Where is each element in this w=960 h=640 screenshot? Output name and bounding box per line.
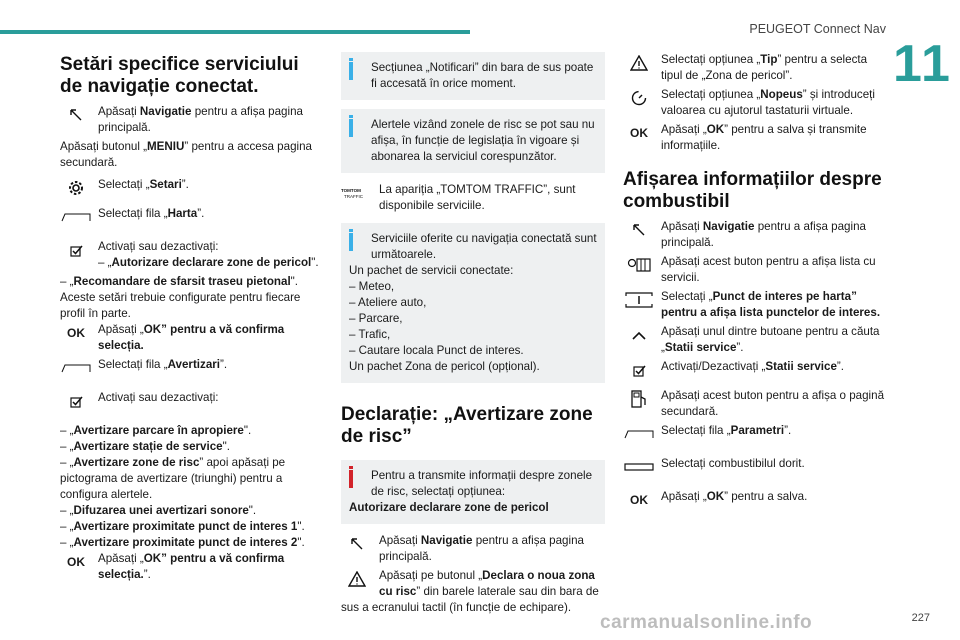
checkbox-icon	[623, 361, 655, 379]
step-fuel-select: Selectați combustibilul dorit.	[623, 456, 887, 476]
step-poi: Selectați „Punct de interes pe harta” pentru a afișa lista punctelor de interes.	[623, 289, 887, 321]
step-speed: Selectați opțiunea „Nopeus” și introduceți valoarea cu ajutorul tastaturii virtuale.	[623, 87, 887, 119]
info-note: Alertele vizând zonele de risc se pot sau nu afișa, în funcție de legislația în vigoare și abonarea la serviciul corespunzător.	[341, 109, 605, 173]
step-settings: Selectați „Setari”.	[60, 177, 324, 197]
warning-note: Pentru a transmite informații despre zonele de risc, selectați opțiunea: Autorizare declarare zone de pericol	[341, 460, 605, 524]
watermark: carmanualsonline.info	[600, 612, 813, 633]
list-item: – Ateliere auto,	[349, 296, 427, 309]
section-heading-connected-nav: Setări specifice serviciului de navigație conectat.	[60, 54, 299, 97]
list-item: – „Avertizare stație de service".	[60, 440, 230, 453]
navigation-icon	[60, 106, 92, 124]
tab-icon	[623, 425, 655, 443]
svg-text:TOMTOM: TOMTOM	[341, 188, 361, 193]
list-item: – Meteo,	[349, 280, 395, 293]
column-2	[341, 52, 605, 619]
svg-text:TRAFFIC: TRAFFIC	[344, 194, 363, 199]
tomtom-traffic-logo	[341, 184, 373, 202]
step-ok-1: OK Apăsați „OK” pentru a vă confirma selecția.	[60, 322, 324, 354]
list-item: – Parcare,	[349, 312, 403, 325]
list-item: – „Difuzarea unei avertizari sonore".	[60, 504, 257, 517]
chevron-up-icon	[623, 326, 655, 344]
column-1	[60, 52, 324, 586]
step-secondary-page: Apăsați acest buton pentru a afișa o pagină secundară.	[623, 388, 887, 420]
warning-triangle-icon	[341, 570, 373, 588]
step-tab-map: Selectați fila „Harta”.	[60, 206, 324, 226]
ok-icon: OK	[67, 326, 85, 340]
list-item: – „Avertizare zone de risc” apoi apăsați pe pictograma de avertizare (triunghi) pentru a configura alertele.	[60, 456, 286, 501]
list-item: – „Avertizare proximitate punct de interes 1".	[60, 520, 305, 533]
header-accent-bar	[0, 30, 470, 34]
ok-icon: OK	[630, 126, 648, 140]
warning-triangle-icon	[623, 54, 655, 72]
service-list-icon	[623, 256, 655, 274]
list-item: – „Avertizare proximitate punct de interes 2".	[60, 536, 305, 549]
list-item: – „Avertizare parcare în apropiere".	[60, 424, 252, 437]
tab-icon	[60, 208, 92, 226]
checkbox-icon	[60, 241, 92, 259]
navigation-icon	[341, 535, 373, 553]
gear-icon	[60, 179, 92, 197]
list-item: – Trafic,	[349, 328, 391, 341]
profile-note: Aceste setări trebuie configurate pentru fiecare profil în parte.	[60, 291, 301, 320]
fuel-bar-icon	[623, 458, 655, 476]
step-toggle-stations: Activați/Dezactivați „Statii service”.	[623, 359, 887, 379]
info-note-services: Serviciile oferite cu navigația conectată sunt următoarele. Un pachet de servicii conectate: – Meteo, – Ateliere auto, – Parcare, – Trafic, – Cautare locala Punct de interes. Un pachet Zona de pericol (opțional).	[341, 223, 605, 383]
step-services: Apăsați acest buton pentru a afișa lista cu servicii.	[623, 254, 887, 286]
page-number: 227	[911, 612, 930, 624]
step-tab-alerts: Selectați fila „Avertizari”.	[60, 357, 324, 377]
step-navigation	[60, 104, 324, 136]
tab-icon	[60, 359, 92, 377]
step-type: Selectați opțiunea „Tip” pentru a selecta tipul de „Zona de pericol”.	[623, 52, 887, 84]
section-heading-risk-zone: Declarație: „Avertizare zone de risc”	[341, 404, 593, 447]
chapter-number: 11	[893, 35, 952, 93]
step-menu: Apăsați butonul „MENIU” pentru a accesa pagina secundară.	[60, 140, 312, 169]
fuel-station-icon	[623, 390, 655, 408]
step-search-stations: Apăsați unul dintre butoane pentru a căuta „Statii service”.	[623, 324, 887, 356]
checkbox-icon	[60, 392, 92, 410]
step-declare: Apăsați pe butonul „Declara o noua zona cu risc” din barele laterale sau din bara de sus a ecranului tactil (în funcție de echipare).	[341, 569, 599, 614]
ok-icon: OK	[630, 493, 648, 507]
option-pedestrian: – „Recomandare de sfarsit traseu pietonal".	[60, 275, 299, 288]
poi-map-icon	[623, 291, 655, 309]
list-item: – Cautare locala Punct de interes.	[349, 344, 524, 357]
step-activate-2: Activați sau dezactivați:	[60, 390, 324, 410]
section-heading-fuel: Afișarea informațiilor despre combustibil	[623, 169, 882, 212]
navigation-icon	[623, 221, 655, 239]
column-3	[623, 52, 887, 512]
tomtom-row: TOMTOM TRAFFIC La apariția „TOMTOM TRAFFIC”, sunt disponibile serviciile.	[341, 183, 576, 212]
step-navigation: Apăsați Navigatie pentru a afișa pagina principală.	[341, 533, 605, 565]
step-ok-2: OK Apăsați „OK” pentru a vă confirma selecția.”.	[60, 551, 324, 583]
step-tab-params: Selectați fila „Parametri”.	[623, 423, 887, 443]
ok-icon: OK	[67, 555, 85, 569]
step-ok-save: OK Apăsați „OK” pentru a salva.	[623, 489, 887, 509]
info-note: Secțiunea „Notificari” din bara de sus poate fi accesată în orice moment.	[341, 52, 605, 100]
step-navigation: Apăsați Navigatie pentru a afișa pagina principală.	[623, 219, 887, 251]
step-activate: Activați sau dezactivați: – „Autorizare declarare zone de pericol".	[60, 239, 324, 271]
step-text: Apăsați Navigatie pentru a afișa pagina principală.	[98, 105, 303, 134]
step-ok: OK Apăsați „OK” pentru a salva și transmite informațiile.	[623, 122, 887, 154]
header-title: PEUGEOT Connect Nav	[749, 22, 886, 36]
speedometer-icon	[623, 89, 655, 107]
